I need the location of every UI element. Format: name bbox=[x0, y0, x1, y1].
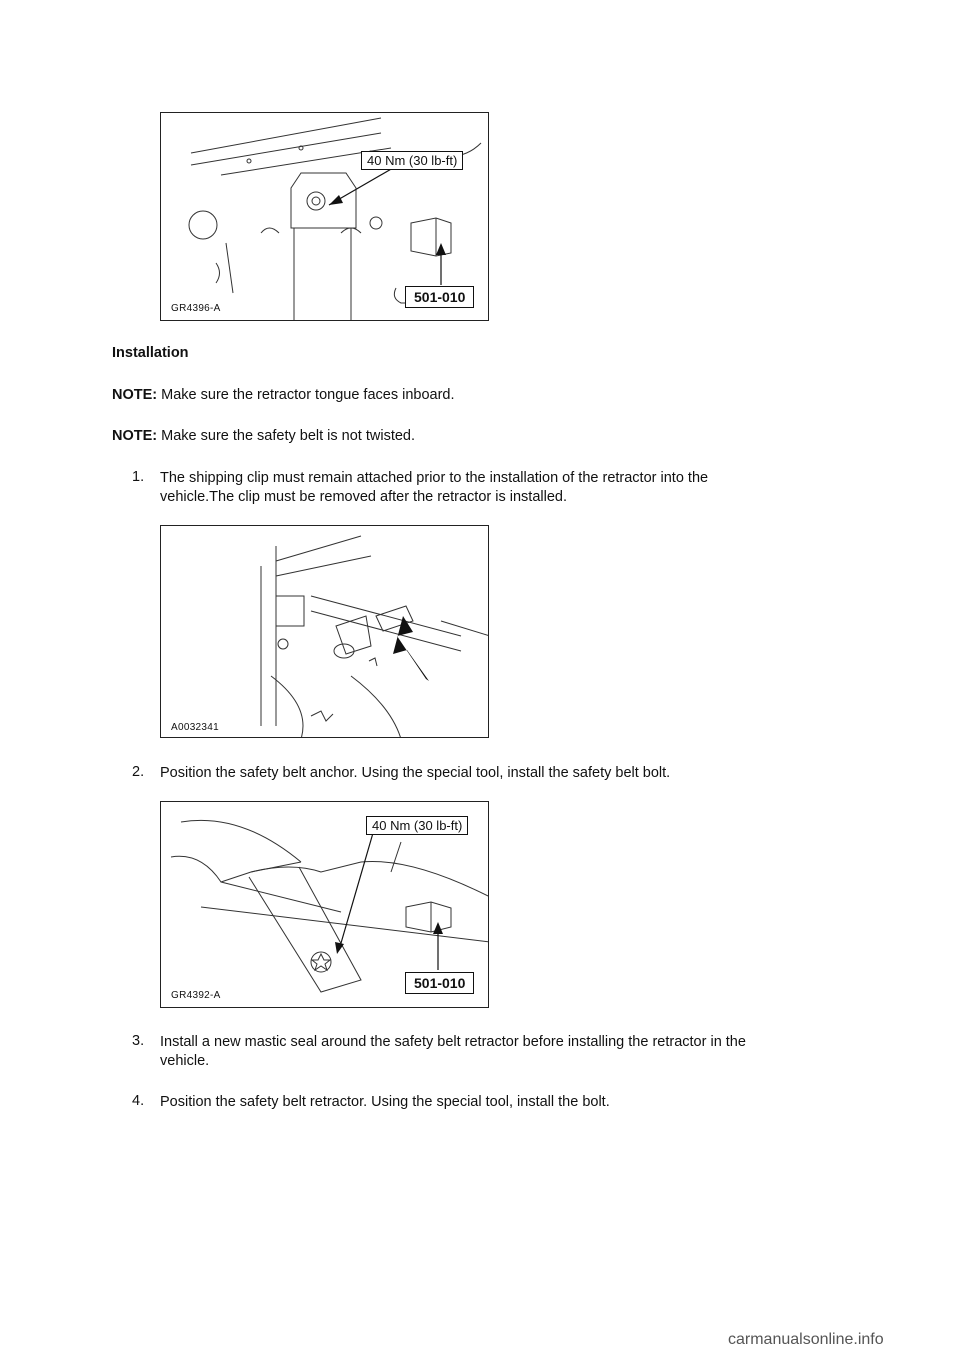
step-line: Position the safety belt anchor. Using the special tool, install the safety belt bolt. bbox=[160, 765, 671, 781]
step-1-text bbox=[160, 469, 708, 507]
note-text: Make sure the retractor tongue faces inboard. bbox=[157, 387, 455, 403]
step-number: 3. bbox=[132, 1033, 145, 1049]
step-line: vehicle.The clip must be removed after the retractor is installed. bbox=[160, 489, 567, 505]
note-label: NOTE: bbox=[112, 428, 158, 444]
step-3-text bbox=[160, 1033, 746, 1071]
step-line: The shipping clip must remain attached prior to the installation of the retractor into the bbox=[160, 470, 709, 486]
figure-belt-anchor-bolt bbox=[160, 112, 489, 321]
figure-id-label: A0032341 bbox=[171, 722, 220, 733]
figure-shipping-clip-illustration bbox=[161, 526, 489, 738]
special-tool-callout: 501-010 bbox=[405, 972, 474, 994]
torque-callout: 40 Nm (30 lb-ft) bbox=[366, 816, 468, 835]
step-number: 2. bbox=[132, 764, 145, 780]
figure-shipping-clip bbox=[160, 525, 489, 738]
step-number: 1. bbox=[132, 469, 145, 485]
note-retractor-tongue bbox=[112, 386, 455, 405]
special-tool-callout: 501-010 bbox=[405, 286, 474, 308]
figure-id-label: GR4392-A bbox=[171, 990, 221, 1001]
note-text: Make sure the safety belt is not twisted. bbox=[157, 428, 416, 444]
figure-id-label: GR4396-A bbox=[171, 303, 221, 314]
section-heading: Installation bbox=[112, 345, 189, 361]
step-number: 4. bbox=[132, 1093, 145, 1109]
footer-watermark: carmanualsonline.info bbox=[728, 1331, 884, 1348]
note-belt-twist bbox=[112, 427, 415, 446]
torque-callout: 40 Nm (30 lb-ft) bbox=[361, 151, 463, 170]
step-line: Install a new mastic seal around the safety belt retractor before installing the retractor in the bbox=[160, 1034, 746, 1050]
step-2-text bbox=[160, 764, 670, 783]
note-label: NOTE: bbox=[112, 387, 158, 403]
step-4-text bbox=[160, 1093, 610, 1112]
step-line: Position the safety belt retractor. Using the special tool, install the bolt. bbox=[160, 1094, 610, 1110]
step-line: vehicle. bbox=[160, 1053, 210, 1069]
figure-belt-anchor-bolt-install bbox=[160, 801, 489, 1008]
